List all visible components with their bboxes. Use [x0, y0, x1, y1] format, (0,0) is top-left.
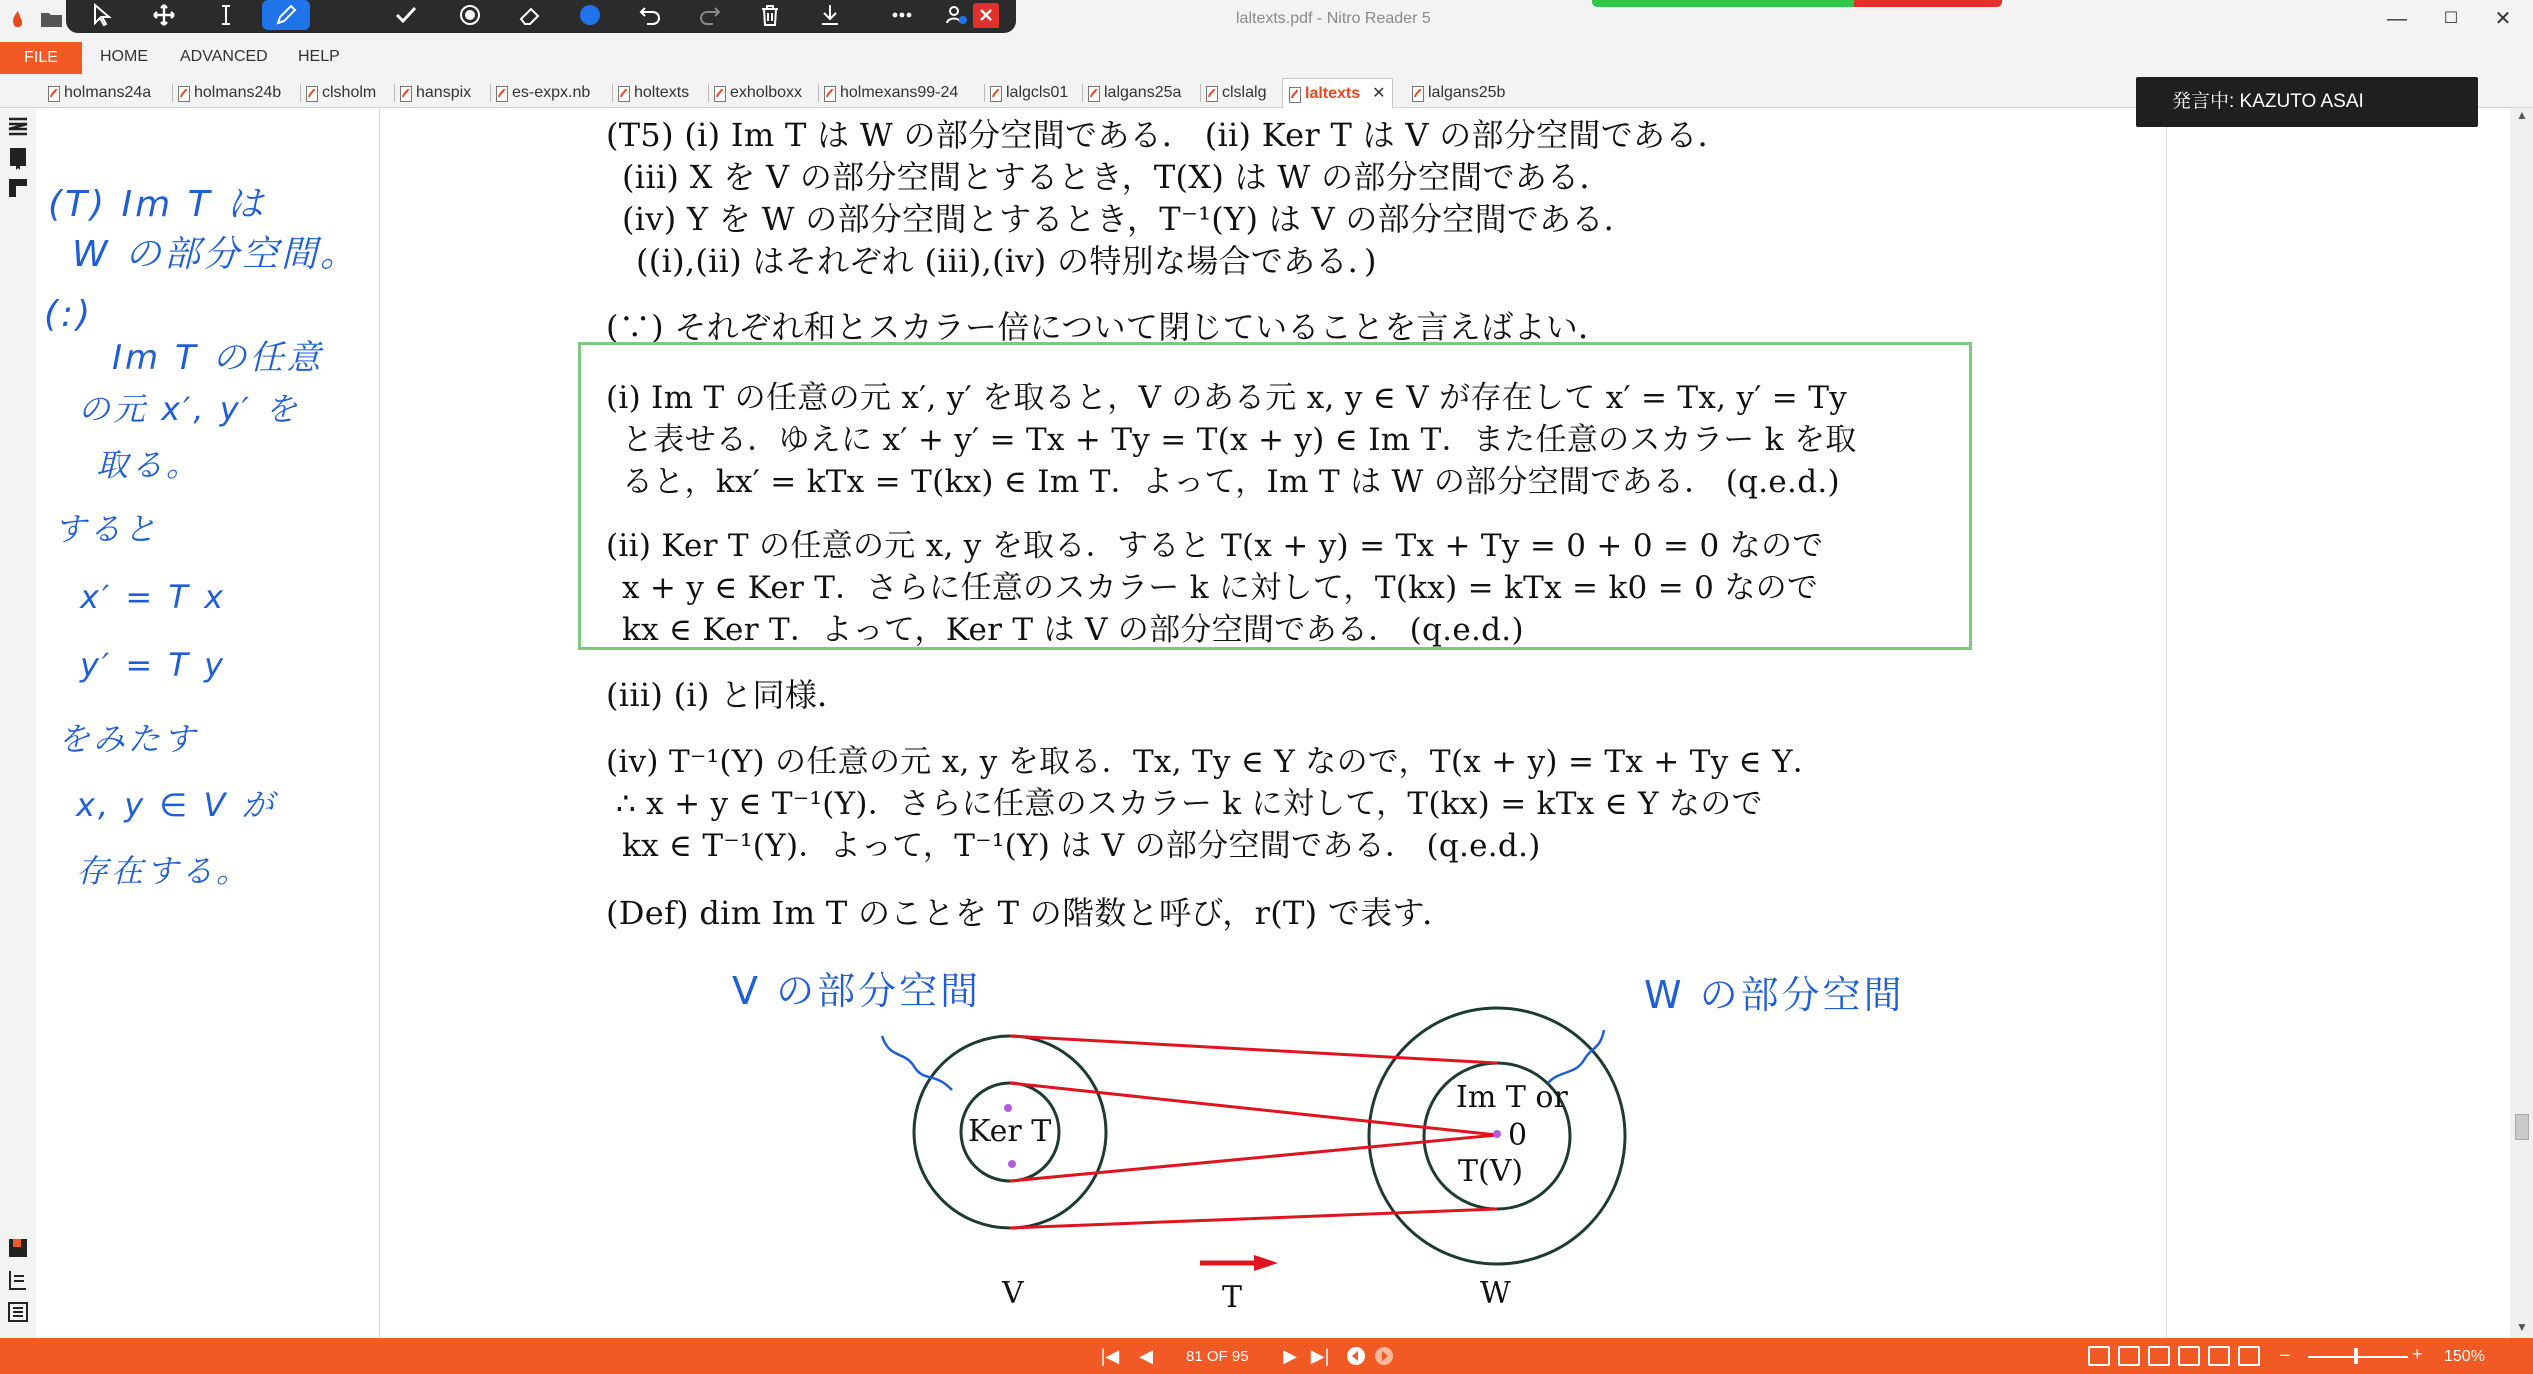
proof-line: ると，kx′ = kTx = T(kx) ∈ Im T．よって，Im T は W の部分空間である． (q.e.d.)	[622, 464, 1840, 500]
zoom-in-button[interactable]: +	[2412, 1344, 2423, 1364]
next-page-button[interactable]: ▶	[1283, 1346, 1297, 1366]
fit-width-icon[interactable]	[2208, 1346, 2230, 1366]
mapping-line	[1010, 1036, 1497, 1063]
ink-note: y′ = T y	[80, 646, 227, 684]
proof-line: kx ∈ T⁻¹(Y)．よって，T⁻¹(Y) は V の部分空間である． (q.e.d.)	[622, 828, 1541, 864]
facing-continuous-view-icon[interactable]	[2178, 1346, 2200, 1366]
maximize-button[interactable]: ☐	[2443, 10, 2459, 27]
tab-label: clsholm	[322, 84, 377, 101]
tab-label: holtexts	[634, 84, 690, 101]
proof-line: と表せる．ゆえに x′ + y′ = Tx + Ty = T(x + y) ∈ Im T．また任意のスカラー k を取	[622, 422, 1857, 458]
ink-note: 取る。	[96, 446, 202, 484]
ink-note: すると	[54, 510, 160, 548]
ink-note: Im T の任意	[112, 338, 324, 378]
last-page-button[interactable]: ▶|	[1310, 1346, 1330, 1366]
zero-label: 0	[1508, 1118, 1528, 1153]
speaker-indicator: 発言中: KAZUTO ASAI	[2136, 77, 2478, 127]
tab-close-icon[interactable]: ✕	[1372, 85, 1386, 102]
ink-note: x′ = T x	[80, 578, 227, 616]
tab-label: hanspix	[416, 84, 472, 101]
tab-label: holmans24a	[64, 84, 152, 101]
tab-label: holmexans99-24	[840, 84, 959, 101]
ink-note: の元 x′, y′ を	[78, 390, 301, 428]
im-label: Im T or	[1456, 1080, 1568, 1115]
proof-line: ∴ x + y ∈ T⁻¹(Y)．さらに任意のスカラー k に対して，T(kx) = kTx ∈ Y なので	[616, 786, 1763, 822]
kernel-point	[1004, 1104, 1012, 1112]
facing-view-icon[interactable]	[2148, 1346, 2170, 1366]
fit-page-icon[interactable]	[2238, 1346, 2260, 1366]
proof-line: (iii) (i) と同様．	[606, 676, 850, 714]
ink-w-subspace-note: W の部分空間	[1644, 973, 1905, 1017]
theorem-t5-line: (T5) (i) Im T は W の部分空間である． (ii) Ker T は V の部分空間である．	[606, 116, 1730, 154]
back-view-icon[interactable]	[1344, 1345, 1368, 1367]
ink-note: W の部分空間。	[72, 234, 360, 275]
ink-note: (:)	[44, 294, 94, 335]
tv-label: T(V)	[1458, 1154, 1524, 1189]
tab-label: clslalg	[1222, 84, 1267, 101]
theorem-t5-line: (iv) Y を W の部分空間とするとき，T⁻¹(Y) は V の部分空間である．	[622, 200, 1637, 238]
ker-label: Ker T	[968, 1114, 1052, 1149]
status-bar	[0, 1338, 2533, 1374]
scroll-down-icon[interactable]: ▼	[2516, 1320, 2528, 1334]
theorem-t5-line: ((i),(ii) はそれぞれ (iii),(iv) の特別な場合である．)	[636, 242, 1377, 280]
mapping-line	[1010, 1209, 1497, 1228]
t-label: T	[1222, 1280, 1243, 1315]
page-indicator[interactable]: 81 OF 95	[1186, 1348, 1249, 1365]
tab-label: es-expx.nb	[512, 84, 591, 101]
ink-v-subspace-note: V の部分空間	[732, 969, 982, 1013]
menu-home[interactable]: HOME	[100, 48, 148, 65]
scroll-up-icon[interactable]: ▲	[2516, 108, 2528, 122]
tab-label: holmans24b	[194, 84, 282, 101]
tab-label: laltexts	[1305, 85, 1361, 102]
mapping-line	[1010, 1083, 1497, 1135]
zoom-slider-track[interactable]	[2308, 1356, 2408, 1358]
previous-page-button[interactable]: ◀	[1139, 1346, 1153, 1366]
v-label: V	[1002, 1276, 1024, 1311]
scroll-thumb[interactable]	[2515, 1114, 2529, 1140]
forward-view-icon[interactable]	[1372, 1345, 1396, 1367]
menu-advanced[interactable]: ADVANCED	[180, 48, 268, 65]
menu-file[interactable]: FILE	[0, 42, 82, 74]
tab-label: lalgans25a	[1104, 84, 1182, 101]
mapping-line	[1010, 1135, 1497, 1181]
menu-help[interactable]: HELP	[298, 48, 340, 65]
tab-label: lalgans25b	[1428, 84, 1506, 101]
ink-note: x, y ∈ V が	[76, 786, 277, 824]
continuous-view-icon[interactable]	[2118, 1346, 2140, 1366]
zero-point	[1493, 1130, 1501, 1138]
proof-intro: (∵) それぞれ和とスカラー倍について閉じていることを言えばよい．	[606, 308, 1611, 346]
t-arrow-head	[1254, 1255, 1278, 1271]
zoom-slider-thumb[interactable]	[2354, 1348, 2358, 1364]
theorem-t5-line: (iii) X を V の部分空間とするとき，T(X) は W の部分空間である．	[622, 158, 1612, 196]
ink-note: (T) Im T は	[48, 184, 267, 225]
tab-label: exholboxx	[730, 84, 803, 101]
proof-line: (ii) Ker T の任意の元 x, y を取る．すると T(x + y) = Tx + Ty = 0 + 0 = 0 なので	[606, 528, 1824, 564]
first-page-button[interactable]: |◀	[1100, 1346, 1120, 1366]
single-page-view-icon[interactable]	[2088, 1346, 2110, 1366]
proof-line: (i) Im T の任意の元 x′, y′ を取ると，V のある元 x, y ∈ V が存在して x′ = Tx, y′ = Ty	[606, 380, 1848, 416]
ink-note: をみたす	[58, 720, 199, 758]
window-title: laltexts.pdf - Nitro Reader 5	[1236, 10, 1431, 27]
minimize-button[interactable]: —	[2387, 8, 2407, 30]
close-window-button[interactable]: ✕	[2494, 8, 2512, 30]
tab-label: lalgcls01	[1006, 84, 1069, 101]
zoom-level[interactable]: 150%	[2444, 1348, 2485, 1365]
ink-note: 存在する。	[76, 852, 252, 890]
proof-line: x + y ∈ Ker T．さらに任意のスカラー k に対して，T(kx) = kTx = k0 = 0 なので	[622, 570, 1819, 606]
proof-line: (iv) T⁻¹(Y) の任意の元 x, y を取る．Tx, Ty ∈ Y なので，T(x + y) = Tx + Ty ∈ Y．	[606, 744, 1825, 780]
definition-line: (Def) dim Im T のことを T の階数と呼び，r(T) で表す．	[606, 894, 1455, 932]
zoom-out-button[interactable]: –	[2280, 1344, 2291, 1364]
vertical-scrollbar[interactable]	[2510, 108, 2533, 1338]
kernel-point	[1008, 1160, 1016, 1168]
w-label: W	[1480, 1276, 1511, 1311]
proof-line: kx ∈ Ker T．よって，Ker T は V の部分空間である． (q.e.d.)	[622, 612, 1524, 648]
